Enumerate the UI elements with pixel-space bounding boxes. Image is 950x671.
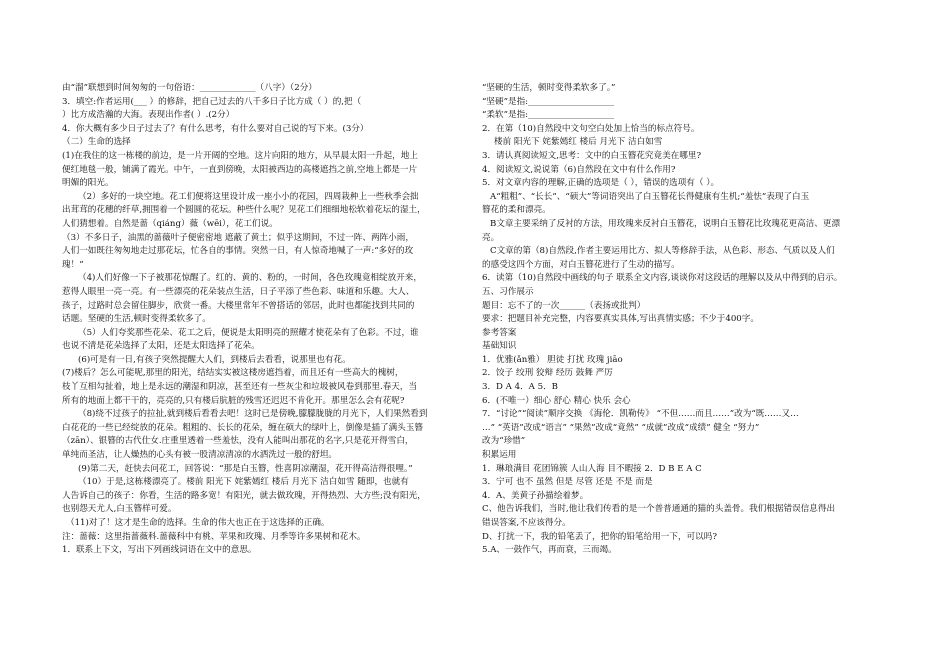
right-column-line: 题目：忘不了的一次______（表扬或批判）	[482, 300, 646, 311]
right-column-line: C文章的第（8)自然段,作者主要运用比方、拟人等修辞手法，从色彩、形态、气质以及人们	[490, 246, 835, 257]
right-column-line: 4．A、美黄子孙描绘着梦。	[482, 490, 589, 501]
left-column	[62, 82, 472, 558]
left-column-line: 明媚的阳光。	[62, 178, 114, 189]
right-column-line: 1．优雅(ǎn雅） 胆徒 打扰 玫瑰 jiāo	[482, 354, 623, 365]
left-column-line: （二）生命的选择	[62, 137, 131, 148]
right-column-line: 5.A、一鼓作气，再而衰，三而竭。	[482, 545, 617, 556]
left-column-line: （zān）、银簪的古代仕女.庄重里透着一些羞怯，没有人能叫出那花的名字,只是花开得雪白，	[62, 436, 414, 447]
left-column-line: 出茸茸的花穗的纤草,拥围着一个圆圆的花坛。种些什么呢？见花工们细细地松软着花坛的湿土，	[62, 205, 426, 216]
left-column-line: 也说不清是花朵选择了太阳，还是太阳选择了花朵。	[62, 341, 260, 352]
left-column-line: （3）不多日子，油黑的蔷薇叶子便密密地 遮蔽了黄土；似乎这期间，不过一阵、两阵小雨，	[62, 232, 414, 243]
right-column-line: 1．琳琅满目 花团锦簇 人山人海 目不暇接 2．D B E A C	[482, 463, 702, 474]
left-column-line: 3．填空:作者运用(___ ）的修辞，把自己过去的八千多日子比方成（ ）的,把（	[62, 96, 362, 107]
left-column-line: 所有的地面上都干干的，亮亮的,只有楼后肮脏的残雪还迟迟不肯化开。那里怎么会有花呢?	[62, 395, 405, 406]
right-column-line: “坚硬”是指:____________________	[482, 96, 614, 107]
right-column-line: 7．“讨论”“阅读”顺序交换 《海伦．凯勒传》 “不但……而且……”改为“既……又…	[482, 409, 799, 420]
right-column-line: 五、习作展示	[482, 286, 534, 297]
right-column-line: A“粗粗”、“长长”、“硕大”等词语突出了白玉簪花长得健康有生机;“羞怯”表现了白玉	[490, 191, 810, 202]
left-column-line: （2）多好的一块空地。花工们便将这里设计成一座小小的花园，四周栽种上一些秋季会拙	[78, 191, 419, 202]
right-column-line: 5．对文章内容的理解,正确的选项是（ ），错误的选项有（ ）。	[482, 178, 720, 189]
left-column-line: 惹得人眼里一亮一亮。有一些漂亮的花朵装点生活，日子平添了些色彩、味道和乐趣。大人、	[62, 286, 415, 297]
left-column-line: 人们猜想着。自然是蔷（qiáng）薇（wēi），花工们说。	[62, 218, 278, 229]
right-column-line: 2．饺子 绞刑 狡辩 经历 鼓舞 严厉	[482, 368, 613, 379]
left-column-line: (7)楼后？怎么可能呢,那里的阳光，结结实实被这楼房遮挡着，而且还有一些高大的槐树，	[62, 368, 404, 379]
left-column-line: ）比方成浩瀚的大海。表现出作者( ）.(2分）	[62, 110, 235, 121]
right-column-line: “柔软”是指:____________________	[482, 110, 614, 121]
right-column-line: 积累运用	[482, 450, 517, 461]
right-column-line: 簪花的柔和漂亮。	[482, 205, 551, 216]
left-column-line: (9)第二天，赶快去问花工，回答说：“那是白玉簪，性喜阴凉潮湿，花开得高洁得很哩。”	[78, 463, 413, 474]
left-column-line: （5）人们夸奖那些花朵、花工之后，便说是太阳明亮的照耀才使花朵有了色彩。不过，谁	[78, 327, 419, 338]
right-column-line: 4．阅读短文,说说第（6)自然段在文中有什么作用?	[482, 164, 676, 175]
right-column-line: 2．在第（10)自然段中文句空白处加上恰当的标点符号。	[482, 123, 700, 134]
left-column-line: 白花花的一些已经绽放的花朵。粗粗的、长长的花朵，缠在硕大的绿叶上，倒像是插了满头玉簪	[62, 422, 423, 433]
right-column	[482, 82, 894, 558]
left-column-line: 瑰！”	[62, 259, 84, 270]
left-column-line: 单纯而圣洁，让人燥热的心头有被一股清凉清凉的水洒洗过一般的舒坦。	[62, 450, 338, 461]
right-column-line: B文章主要采纳了反衬的方法，用玫瑰来反衬白玉簪花，说明白玉簪花比玫瑰花更高洁、更漂	[490, 218, 841, 229]
right-column-line: 3．D A 4．A 5．B	[482, 382, 558, 393]
left-column-line: （10）于是,这栋楼漂亮了。楼前 阳光下 姹紫嫣红 楼后 月光下 洁白如雪 随即，也就有	[78, 477, 409, 488]
left-column-line: 人告诉自己的孩子：你看，生活的路多宽！有阳光，就去做玫瑰，开得热烈、大方些;没有阳光，	[62, 490, 426, 501]
right-column-line: 基础知识	[482, 341, 517, 352]
left-column-line: （8)绕不过孩子的拉扯,就到楼后看看去吧！这时已是傍晚,朦朦胧胧的月光下，人们果然看到	[78, 409, 428, 420]
left-column-line: 人们一如既往匆匆地走过那花坛，忙各自的事情。突然一日，有人惊奇地喊了一声:“多好的玫	[62, 246, 414, 257]
right-column-line: 参考答案	[482, 327, 517, 338]
right-column-line: “坚硬的生活，顿时变得柔软多了。”	[482, 83, 616, 93]
right-column-line: 6．读第（10)自然段中画线的句子 联系全文内容,谈谈你对这段话的理解以及从中得到的启示。	[482, 273, 843, 284]
right-column-line: 3．宁可 也不 虽然 但是 尽管 还是 不是 而是	[482, 477, 653, 488]
right-column-line: …” “英语”改成“语言” “果然”改成“竟然” “成就”改成“成绩” 健全 “努力”	[482, 422, 760, 433]
right-column-line: 的感受这四个方面，对白玉簪花进行了生动的描写。	[482, 259, 680, 270]
left-column-line: 便红地毯一般，铺满了霞光。中午，一直到傍晚，太阳被西边的高楼遮挡之前,空地上都是一片	[62, 164, 418, 175]
right-column-line: 改为“珍惜”	[482, 436, 526, 447]
right-column-line: 3．请认真阅读短文,思考：文中的白玉簪花究竟美在哪里?	[482, 150, 702, 161]
left-column-line: 由“溜”联想到时间匆匆的一句俗语：_____________（八字）（2分）	[62, 83, 317, 93]
right-column-line: 6．(不唯一）细心 舒心 精心 快乐 会心	[482, 395, 631, 406]
left-column-line: 枝丫互相勾扯着，地上是永远的潮湿和阴凉，甚至还有一些灰尘和垃圾被风卷到那里.春天，当	[62, 382, 418, 393]
left-column-line: （4)人们好像一下子被那花惊醒了。红的、黄的、粉的，一时间，各色玫瑰竟相绽放开来，	[78, 273, 422, 284]
left-column-line: (6)可是有一日,有孩子突然提醒大人们，到楼后去看看，说那里也有花。	[78, 354, 351, 365]
right-column-line: 要求：把题目补充完整，内容要真实具体,写出真情实感；不少于400字。	[482, 314, 759, 325]
right-column-line: C、他告诉我们，当时,他让我们传看的是一个普普通通的猫的头盖骨。我们根据错误信息得出	[482, 504, 836, 515]
left-column-line: 也别怨天尤人,白玉簪样可爱。	[62, 504, 177, 515]
left-column-line: 话题。坚硬的生活,顿时变得柔软多了。	[62, 314, 211, 325]
right-column-line: 亮。	[482, 232, 500, 243]
right-column-line: D、打扰一下，我的铅笔丢了，把你的铅笔给用一下，可以吗?	[482, 531, 717, 542]
right-column-line: 楼前 阳光下 姹紫嫣红 楼后 月光下 洁白如雪	[494, 137, 663, 148]
left-column-line: （11)对了！这才是生命的选择。生命的伟大也正在于这选择的正确。	[66, 518, 330, 528]
left-column-line: (1)在我住的这一栋楼的前边，是一片开阔的空地。这片向阳的地方，从早晨太阳一升起，地上	[62, 150, 418, 161]
left-column-line: 孩子，过路时总会留住脚步，欣赏一番。大楼里常年不曾搭话的邻居，此时也都能找到共同的	[62, 300, 415, 311]
right-column-line: 错误答案,不应该得分。	[482, 518, 571, 528]
left-column-line: 4．你大概有多少日子过去了？有什么思考，有什么要对自己说的写下来。(3分）	[62, 123, 369, 134]
left-column-line: 1．联系上下文，写出下列画线词语在文中的意思。	[62, 545, 257, 556]
left-column-line: 注：蔷薇：这里指蔷薇科.蔷薇科中有桃、苹果和玫瑰、月季等许多果树和花木。	[62, 531, 366, 542]
